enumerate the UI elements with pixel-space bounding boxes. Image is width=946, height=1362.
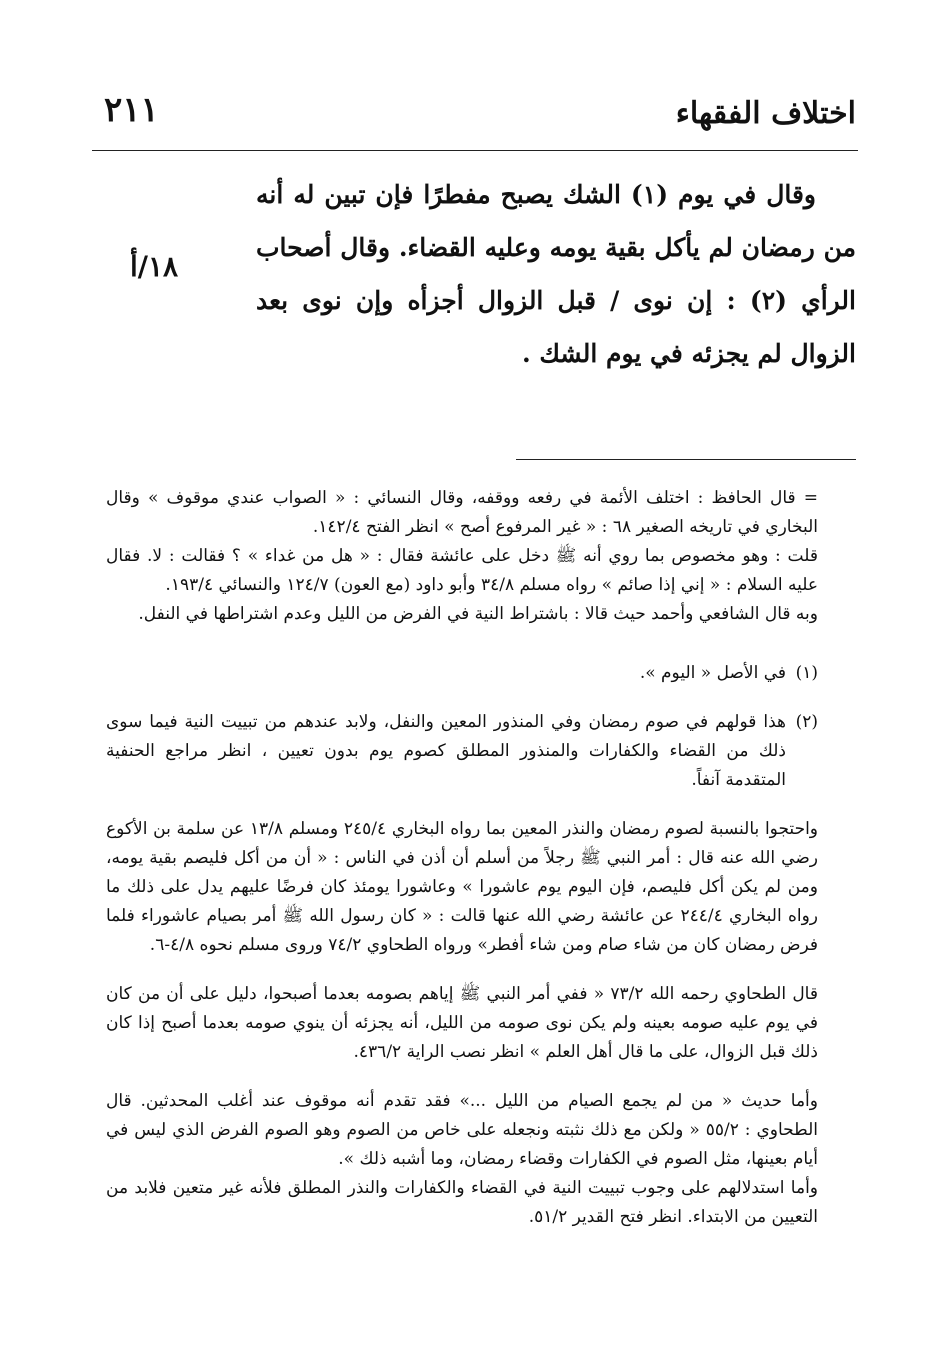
footnote-2-text: هذا قولهم في صوم رمضان وفي المنذور المعين والنفل، ولابد عندهم من تبييت النية فيما سوى ذلك من القضاء والكفارات والمنذور المطلق كصوم يوم بدون تعيين ، انظر مراجع الحنفية المتقدمة آنفاً.	[106, 712, 786, 790]
footnote-1-number: (١)	[795, 663, 818, 683]
footnote-divider	[516, 459, 856, 460]
footnote-paragraph-1: واحتجوا بالنسبة لصوم رمضان والنذر المعين بما رواه البخاري ٢٤٥/٤ ومسلم ١٣/٨ عن سلمة بن الأكوع رضي الله عنه قال : أمر النبي ﷺ رجلاً من أسلم أن أذن في الناس : « أن من أكل فليصم بقية يومه، ومن لم يكن أكل فليصم، فإن اليوم يوم عاشورا » وعاشورا يومئذ كان فرضًا عليهم يدل على ذلك ما رواه البخاري ٢٤٤/٤ عن عائشة رضي الله عنها قالت : « كان رسول الله ﷺ أمر بصيام عاشوراء فلما فرض رمضان كان من شاء صام ومن شاء أفطر» ورواه الطحاوي ٧٤/٢ وروى مسلم نحوه ٤/٨-٦.	[106, 819, 819, 955]
footnote-2-number: (٢)	[795, 712, 818, 732]
footnote-paragraph-2: قال الطحاوي رحمه الله ٧٣/٢ « ففي أمر النبي ﷺ إياهم بصومه بعدما أصبحوا، دليل على أن من كان في يوم عليه صومه بعينه ولم يكن نوى صومه من الليل، أنه يجزئه أن ينوي صومه بعدما أصبح إذا كان ذلك قبل الزوال، على ما قال أهل العلم » انظر نصب الراية ٤٣٦/٢.	[106, 984, 818, 1062]
running-header-title: اختلاف الفقهاء	[675, 96, 856, 131]
footnote-continuation-2: قلت : وهو مخصوص بما روي أنه ﷺ دخل على عائشة فقال : « هل من غداء » ؟ فقالت : لا. فقال عليه السلام : « إني إذا صائم » رواه مسلم ٣٤/٨ وأبو داود (مع العون) ١٢٤/٧ والنسائي ١٩٣/٤.	[106, 546, 818, 595]
page-number: ٢١١	[104, 90, 159, 130]
footnote-paragraph-4: وأما استدلالهم على وجوب تبييت النية في القضاء والكفارات والنذر المطلق فلأنه غير متعين فلابد من التعيين من الابتداء. انظر فتح القدير ٥١/٢.	[106, 1178, 818, 1227]
footnote-1	[106, 659, 818, 688]
footnote-continuation-3: وبه قال الشافعي وأحمد حيث قالا : باشتراط النية في الفرض من الليل وعدم اشتراطها في النفل.	[138, 604, 818, 624]
main-paragraph: وقال في يوم (١) الشك يصبح مفطرًا فإن تبين له أنه من رمضان لم يأكل بقية يومه وعليه القضاء. وقال أصحاب الرأي (٢) : إن نوى / قبل الزوال أجزأه وإن نوى بعد الزوال لم يجزئه في يوم الشك .	[256, 180, 856, 368]
footnote-1-text: في الأصل « اليوم ».	[639, 663, 786, 683]
footnote-paragraph-3: وأما حديث « من لم يجمع الصيام من الليل ...» فقد تقدم أنه موقوف عند أغلب المحدثين. قال الطحاوي : ٥٥/٢ « ولكن مع ذلك نثبته ونجعله على خاص من الصوم وهو الصوم الفرض الذي ليس في أيام بعينها، مثل الصوم في الكفارات وقضاء رمضان، وما أشبه ذلك ».	[106, 1091, 818, 1169]
manuscript-folio-marker: ١٨/أ	[130, 250, 179, 283]
footnotes	[106, 484, 818, 1232]
footnote-2	[106, 708, 818, 795]
main-text	[256, 168, 856, 380]
footnote-continuation-1: = قال الحافظ : اختلف الأئمة في رفعه ووقفه، وقال النسائي : « الصواب عندي موقوف » وقال البخاري في تاريخه الصغير ٦٨ : « غير المرفوع أصح » انظر الفتح ١٤٢/٤.	[106, 488, 818, 537]
header-divider	[92, 150, 858, 151]
